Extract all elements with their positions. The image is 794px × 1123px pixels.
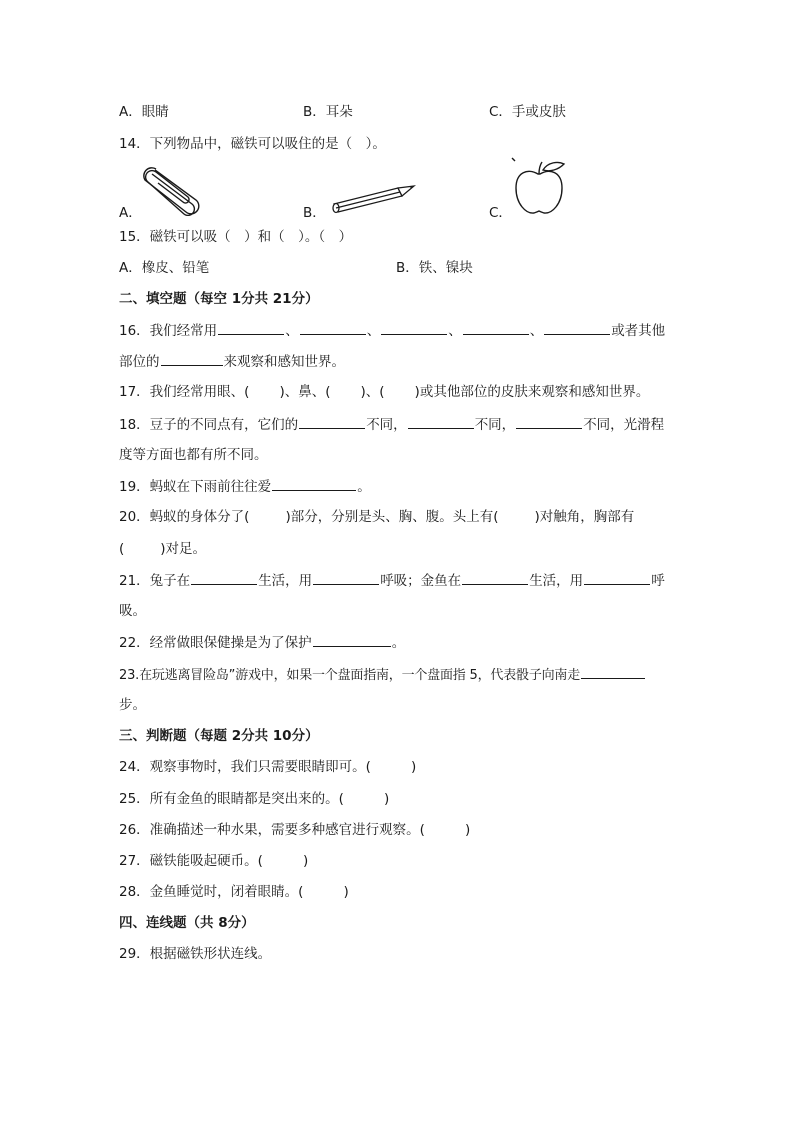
- q23-blank[interactable]: [581, 664, 645, 679]
- section-2-heading: 二、填空题（每空 1分共 21分）: [119, 291, 319, 307]
- q16-blank-2[interactable]: [300, 320, 366, 335]
- q25: 25．所有金鱼的眼睛都是突出来的。( ): [119, 791, 390, 807]
- q16-blank-3[interactable]: [381, 320, 447, 335]
- q21-blank-2[interactable]: [313, 570, 379, 585]
- q29: 29．根据磁铁形状连线。: [119, 946, 272, 962]
- q18-blank-2[interactable]: [408, 414, 474, 429]
- q21-blank-4[interactable]: [584, 570, 650, 585]
- q15-stem: 15．磁铁可以吸（ ）和（ ）。（ ）: [119, 229, 353, 245]
- q19: 19．蚂蚁在下雨前往往爱 。: [119, 476, 371, 497]
- q21-line-1: 21．兔子在 生活，用 呼吸；金鱼在 生活，用 呼: [119, 570, 665, 591]
- apple-icon: [508, 156, 570, 218]
- q15-option-b: B．铁、镍块: [396, 260, 473, 276]
- q14-option-b: B．: [303, 205, 326, 221]
- q14-stem: 14．下列物品中，磁铁可以吸住的是（ ）。: [119, 136, 386, 152]
- q16-line-1: 16．我们经常用 、 、 、 、 或者其他: [119, 320, 665, 341]
- q13-option-b: B．耳朵: [303, 104, 353, 120]
- q19-blank[interactable]: [272, 476, 356, 491]
- q18-blank-3[interactable]: [516, 414, 582, 429]
- q22: 22．经常做眼保健操是为了保护 。: [119, 632, 405, 653]
- q21-blank-1[interactable]: [191, 570, 257, 585]
- q18-line-2: 度等方面也都有所不同。: [119, 447, 268, 463]
- q15-option-a: A．橡皮、铅笔: [119, 260, 210, 276]
- q20-line-2: ( )对足。: [119, 541, 207, 557]
- q14-option-a: A．: [119, 205, 142, 221]
- q28: 28．金鱼睡觉时，闭着眼睛。( ): [119, 884, 349, 900]
- q26: 26．准确描述一种水果，需要多种感官进行观察。( ): [119, 822, 471, 838]
- q18-blank-1[interactable]: [299, 414, 365, 429]
- q16-blank-4[interactable]: [463, 320, 529, 335]
- q16-blank-6[interactable]: [161, 351, 223, 366]
- q17: 17．我们经常用眼、( )、鼻、( )、( )或其他部位的皮肤来观察和感知世界。: [119, 384, 650, 400]
- q23-line-1: 23.在玩逃离冒险岛”游戏中，如果一个盘面指南，一个盘面指 5，代表骰子向南走: [119, 664, 646, 686]
- q21-blank-3[interactable]: [462, 570, 528, 585]
- q16-line-2: 部位的 来观察和感知世界。: [119, 351, 345, 372]
- q27: 27．磁铁能吸起硬币。( ): [119, 853, 309, 869]
- q16-blank-1[interactable]: [218, 320, 284, 335]
- q21-line-2: 吸。: [119, 603, 146, 619]
- q13-option-c: C．手或皮肤: [489, 104, 566, 120]
- q14-option-c: C．: [489, 205, 512, 221]
- section-4-heading: 四、连线题（共 8分）: [119, 915, 255, 931]
- q18-line-1: 18．豆子的不同点有，它们的 不同， 不同， 不同，光滑程: [119, 414, 664, 435]
- q16-blank-5[interactable]: [544, 320, 610, 335]
- paperclip-icon: [140, 164, 206, 216]
- q13-option-a: A．眼睛: [119, 104, 169, 120]
- q22-blank[interactable]: [313, 632, 391, 647]
- pencil-icon: [328, 182, 416, 218]
- q23-line-2: 步。: [119, 697, 146, 713]
- q24: 24．观察事物时，我们只需要眼睛即可。( ): [119, 759, 417, 775]
- section-3-heading: 三、判断题（每题 2分共 10分）: [119, 728, 319, 744]
- q20-line-1: 20．蚂蚁的身体分了( )部分，分别是头、胸、腹。头上有( )对触角，胸部有: [119, 509, 635, 525]
